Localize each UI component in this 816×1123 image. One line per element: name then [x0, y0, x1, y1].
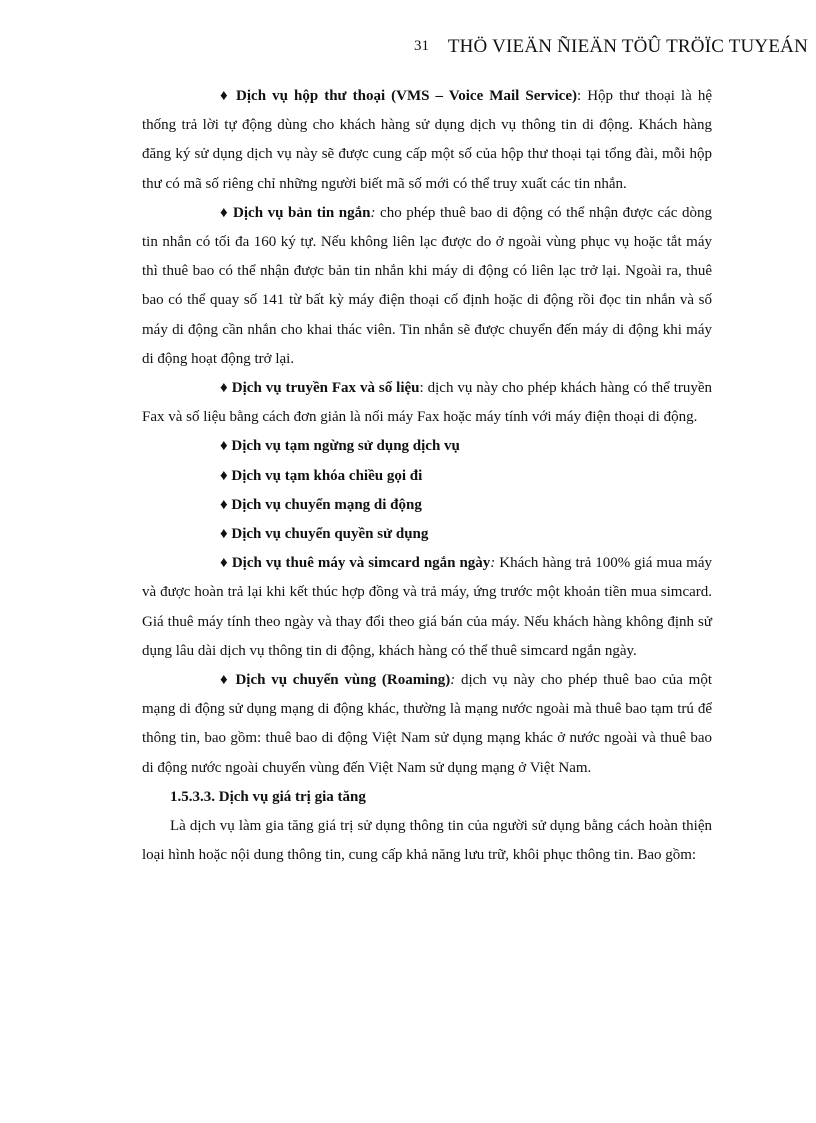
- bullet-suspend-service: ♦ Dịch vụ tạm ngừng sử dụng dịch vụ: [220, 438, 460, 455]
- title-separator: :: [370, 204, 376, 221]
- bullet-ownership-transfer: ♦ Dịch vụ chuyển quyền sử dụng: [220, 526, 429, 543]
- title-separator: :: [419, 380, 424, 397]
- title-separator: :: [450, 672, 456, 689]
- bullet-glyph: ♦: [220, 88, 230, 104]
- paragraph-sms: [142, 199, 712, 374]
- title-separator: :: [576, 88, 582, 104]
- paragraph-title: Dịch vụ bản tin ngắn: [233, 204, 371, 221]
- paragraph-roaming: [142, 666, 712, 783]
- paragraph-text: dịch vụ này cho phép khách hàng có thể truyền Fax và số liệu bằng cách đơn giản là nối máy Fax hoặc máy tính với máy điện thoại di động.: [142, 380, 713, 426]
- title-separator: :: [490, 555, 496, 572]
- paragraph-rental: [142, 549, 712, 666]
- bullet-glyph: ♦: [220, 555, 228, 572]
- page-header: [0, 36, 816, 60]
- bullet-glyph: ♦: [220, 672, 230, 689]
- bullet-lock-outgoing: ♦ Dịch vụ tạm khóa chiều gọi đi: [220, 467, 423, 484]
- header-title: THÖ VIEÄN ÑIEÄN TÖÛ TRÖÏC TUYEÁN: [447, 36, 808, 57]
- bullet-glyph: ♦: [220, 380, 228, 397]
- section-heading: 1.5.3.3. Dịch vụ giá trị gia tăng: [170, 788, 366, 805]
- page-body: [142, 82, 712, 870]
- paragraph-text: dịch vụ này cho phép thuê bao của một mạng di động sử dụng mạng di động khác, thường là mạng nước ngoài mà thuê bao tạm trú để thông tin, bao gồm: thuê bao di động Việt Nam sử dụng mạng khác ở nước ngoài và thuê bao di động nước ngoài chuyển vùng đến Việt Nam sử dụng mạng ở Việt Nam.: [142, 672, 713, 776]
- paragraph-text: cho phép thuê bao di động có thể nhận được các dòng tin nhắn có tối đa 160 ký tự. Nếu không liên lạc được do ở ngoài vùng phục vụ hoặc tắt máy thì thuê bao có thể nhận được bản tin nhắn khi máy di động có liên lạc trở lại. Ngoài ra, thuê bao có thể quay số 141 từ bất kỳ máy điện thoại cố định hoặc di động rồi đọc tin nhắn và số máy di động cần nhắn cho khai thác viên. Tin nhắn sẽ được chuyển đến máy di động khi máy di động hoạt động trở lại.: [142, 204, 712, 367]
- paragraph-title: Dịch vụ truyền Fax và số liệu: [231, 380, 420, 397]
- bullet-network-transfer: ♦ Dịch vụ chuyển mạng di động: [220, 496, 422, 513]
- bullet-glyph: ♦: [220, 204, 229, 221]
- paragraph-title: Dịch vụ thuê máy và simcard ngắn ngày: [231, 555, 491, 572]
- page-number: 31: [414, 38, 429, 54]
- paragraph-text: Hộp thư thoại là hệ thống trả lời tự động dùng cho khách hàng sử dụng dịch vụ thông tin di động. Khách hàng đăng ký sử dụng dịch vụ này sẽ được cung cấp một số của hộp thư thoại tại tổng đài, mỗi hộp thư có mã số riêng chỉ những người biết mã số mới có thể truy xuất các tin nhắn.: [142, 88, 713, 192]
- paragraph-title: Dịch vụ chuyển vùng (Roaming): [235, 672, 451, 689]
- paragraph-text: Khách hàng trả 100% giá mua máy và được hoàn trả lại khi kết thúc hợp đồng và trả máy, ứng trước một khoản tiền mua simcard. Giá thuê máy tính theo ngày và thay đổi theo giá bán của máy. Nếu khách hàng không định sử dụng lâu dài dịch vụ thông tin di động, khách hàng có thể thuê simcard ngắn ngày.: [142, 555, 713, 659]
- paragraph-voice-mail: [142, 82, 712, 199]
- paragraph-title: Dịch vụ hộp thư thoại (VMS – Voice Mail Service): [236, 88, 577, 104]
- paragraph-fax-data: [142, 374, 712, 432]
- section-body: Là dịch vụ làm gia tăng giá trị sử dụng thông tin của người sử dụng bằng cách hoàn thiện loại hình hoặc nội dung thông tin, cung cấp khả năng lưu trữ, khôi phục thông tin. Bao gồm:: [142, 818, 712, 864]
